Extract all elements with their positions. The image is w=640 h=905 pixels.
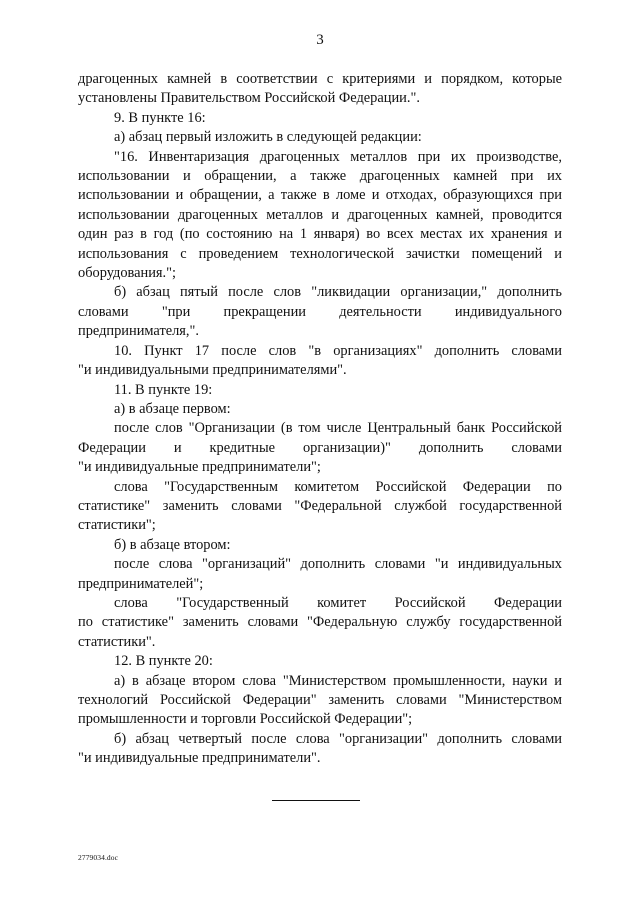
text-line: 11. В пункте 19: xyxy=(114,381,213,398)
text-line: "16. Инвентаризация драгоценных металлов при их производстве, xyxy=(114,148,562,165)
text-line: технологий Российской Федерации" заменить словами "Министерством xyxy=(78,692,562,708)
text-line: по статистике" заменить словами "Федеральную службу государственной xyxy=(78,614,562,631)
footer-file-code: 2779034.doc xyxy=(78,853,119,862)
text-line: слова "Государственным комитетом Российской Федерации по xyxy=(114,478,562,495)
text-line: а) в абзаце первом: xyxy=(114,400,231,417)
text-line: 9. В пункте 16: xyxy=(114,109,206,126)
text-line: промышленности и торговли Российской Федерации"; xyxy=(78,711,413,728)
text-line: драгоценных камней в соответствии с критериями и порядком, которые xyxy=(78,71,562,87)
text-line: слова "Государственный комитет Российской Федерации xyxy=(114,594,562,611)
text-line: один раз в год (по состоянию на 1 января) во всех местах их хранения и xyxy=(78,226,562,243)
text-line: после слов "Организации (в том числе Центральный банк Российской xyxy=(114,420,562,437)
text-line: предпринимателей"; xyxy=(78,575,204,592)
text-line: после слова "организаций" дополнить словами "и индивидуальных xyxy=(114,556,562,573)
text-line: предпринимателя,". xyxy=(78,323,199,340)
end-separator-line xyxy=(272,800,360,801)
text-line: статистики". xyxy=(78,633,156,650)
text-line: б) абзац четвертый после слова "организации" дополнить словами xyxy=(114,730,562,747)
text-line: использовании и обращении, а также в ломе и отходах, образующихся при xyxy=(78,187,562,204)
document-body xyxy=(78,70,562,769)
text-line: "и индивидуальные предприниматели". xyxy=(78,750,321,767)
text-line: словами "при прекращении деятельности индивидуального xyxy=(78,303,562,320)
text-line: б) абзац пятый после слов "ликвидации организации," дополнить xyxy=(114,284,562,301)
text-line: использовании драгоценных металлов и драгоценных камней, проводится xyxy=(78,206,562,223)
text-line: Федерации и кредитные организации)" дополнить словами xyxy=(78,439,562,456)
text-line: использования с проведением технологической зачистки помещений и xyxy=(78,245,562,262)
text-line: использовании и обращении, а также драгоценных камней при их xyxy=(78,168,562,185)
text-line: 10. Пункт 17 после слов "в организациях" дополнить словами xyxy=(114,342,562,359)
text-line: "и индивидуальные предприниматели"; xyxy=(78,459,321,476)
text-line: 12. В пункте 20: xyxy=(114,653,213,670)
text-line: статистике" заменить словами "Федеральной службой государственной xyxy=(78,497,562,514)
page-number: 3 xyxy=(316,32,324,48)
text-line: а) абзац первый изложить в следующей редакции: xyxy=(114,129,422,146)
text-line: установлены Правительством Российской Федерации.". xyxy=(78,90,420,107)
text-line: оборудования."; xyxy=(78,265,177,282)
text-line: статистики"; xyxy=(78,517,156,534)
text-line: а) в абзаце втором слова "Министерством промышленности, науки и xyxy=(114,672,562,689)
text-line: б) в абзаце втором: xyxy=(114,536,231,553)
text-line: "и индивидуальными предпринимателями". xyxy=(78,362,347,379)
